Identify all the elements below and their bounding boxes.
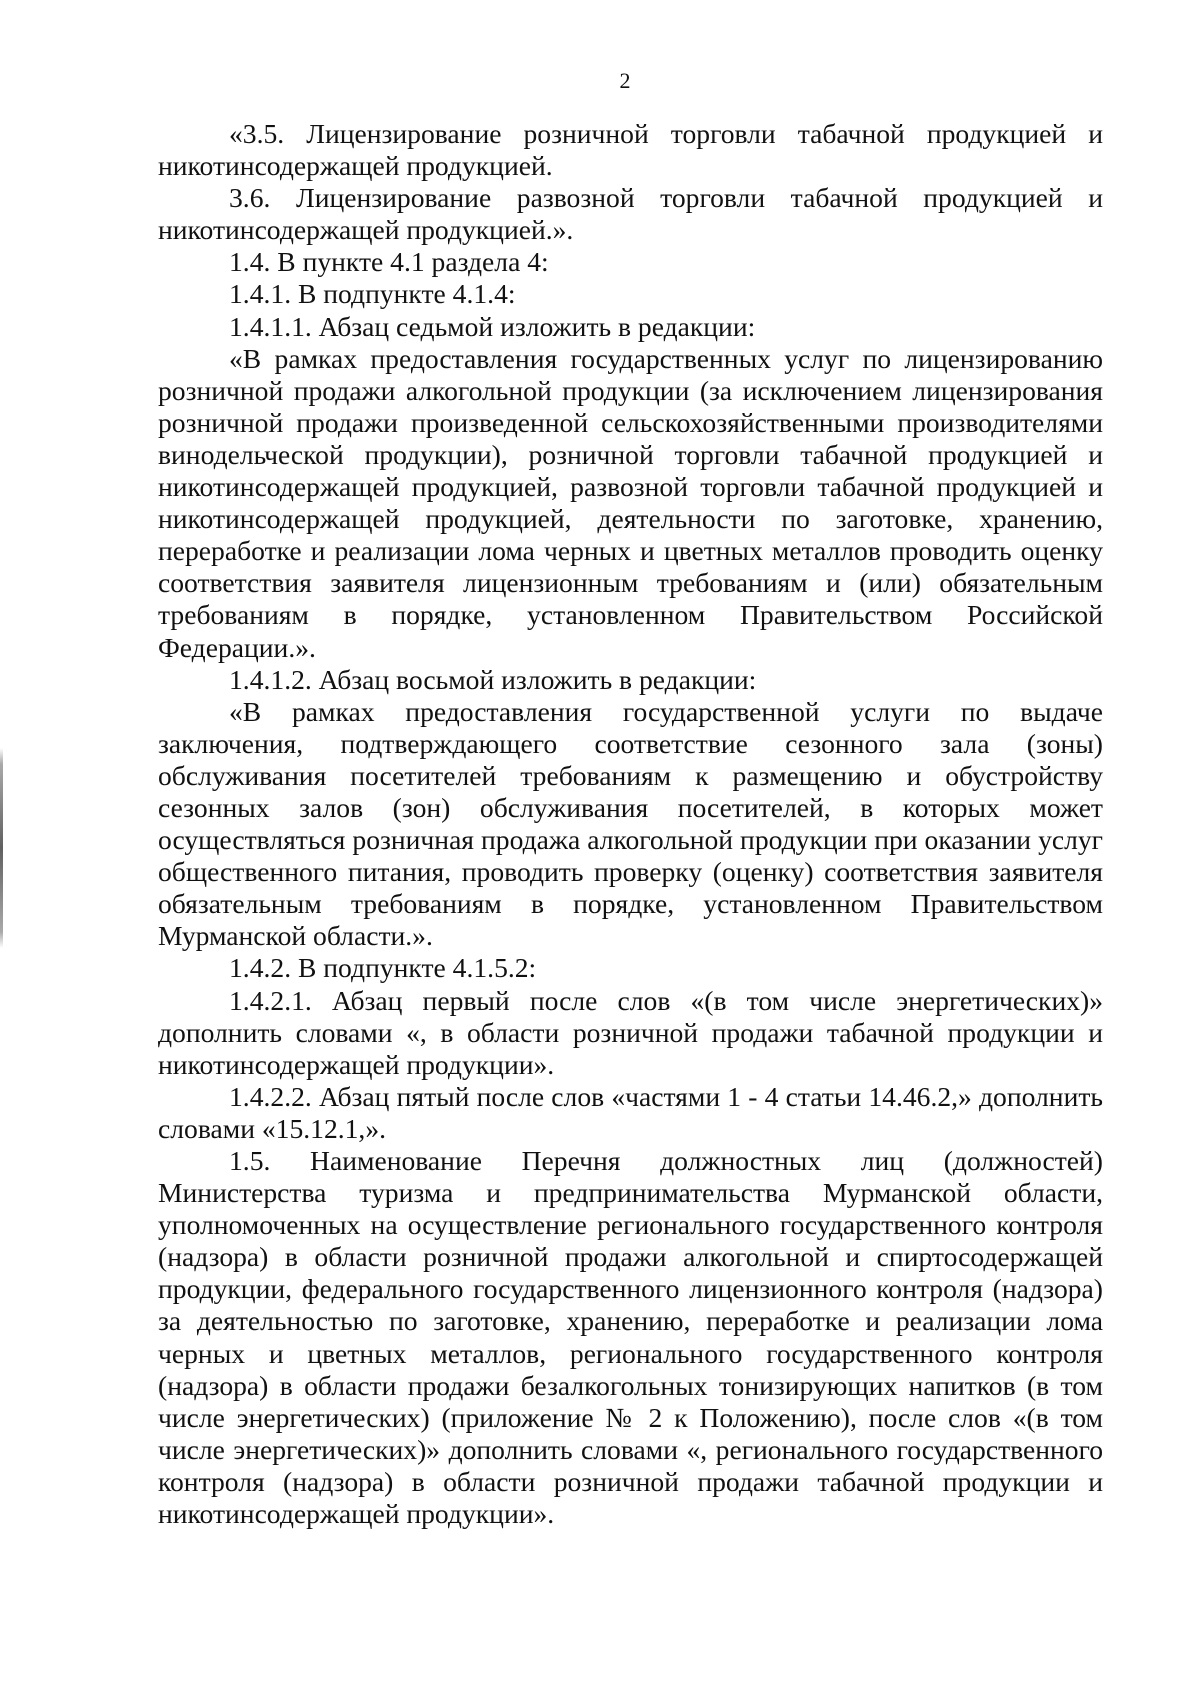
paragraph-1-4: 1.4. В пункте 4.1 раздела 4: [229,246,549,278]
paragraph-1-5: 1.5. Наименование Перечня должностных лиц (должностей) Министерства туризма и предпринимательства Мурманской области, уполномоченных на осуществление регионального государственного контроля (надзора) в области розничной продажи алкогольной и спиртосодержащей продукции, федерального государственного лицензионного контроля (надзора) за деятельностью по заготовке, хранению, переработке и реализации лома черных и цветных металлов, регионального государственного контроля (надзора) в области продажи безалкогольных тонизирующих напитков (в том числе энергетических) (приложение № 2 к Положению), после слов «(в том числе энергетических)» дополнить словами «, регионального государственного контроля (надзора) в области розничной продажи табачной продукции и никотинсодержащей продукции». [158,1145,1103,1530]
paragraph-1-4-1: 1.4.1. В подпункте 4.1.4: [229,278,516,310]
page-number: 2 [619,68,631,93]
paragraph-3-6: 3.6. Лицензирование развозной торговли табачной продукцией и никотинсодержащей продукцией.». [158,182,1103,246]
paragraph-1-4-2-2: 1.4.2.2. Абзац пятый после слов «частями 1 - 4 статьи 14.46.2,» дополнить словами «15.12.1,». [158,1080,1103,1144]
document-body [158,118,1103,1530]
paragraph-1-4-1-1: 1.4.1.1. Абзац седьмой изложить в редакции: [229,310,756,342]
paragraph-3-5: «3.5. Лицензирование розничной торговли табачной продукцией и никотинсодержащей продукцией. [158,118,1103,182]
paragraph-1-4-2: 1.4.2. В подпункте 4.1.5.2: [229,952,537,984]
paragraph-quote-seventh: «В рамках предоставления государственных услуг по лицензированию розничной продажи алкогольной продукции (за исключением лицензирования розничной продажи произведенной сельскохозяйственными производителями винодельческой продукции), розничной торговли табачной продукцией и никотинсодержащей продукцией, развозной торговли табачной продукцией и никотинсодержащей продукцией, деятельности по заготовке, хранению, переработке и реализации лома черных и цветных металлов проводить оценку соответствия заявителя лицензионным требованиям и (или) обязательным требованиям в порядке, установленном Правительством Российской Федерации.». [158,342,1103,663]
paragraph-1-4-1-2: 1.4.1.2. Абзац восьмой изложить в редакции: [229,663,757,695]
scan-edge-shadow [0,748,3,948]
paragraph-quote-eighth: «В рамках предоставления государственной услуги по выдаче заключения, подтверждающего соответствие сезонного зала (зоны) обслуживания посетителей требованиям к размещению и обустройству сезонных залов (зон) обслуживания посетителей, в которых может осуществляться розничная продажа алкогольной продукции при оказании услуг общественного питания, проводить проверку (оценку) соответствия заявителя обязательным требованиям в порядке, установленном Правительством Мурманской области.». [158,695,1103,952]
paragraph-1-4-2-1: 1.4.2.1. Абзац первый после слов «(в том числе энергетических)» дополнить словами «, в области розничной продажи табачной продукции и никотинсодержащей продукции». [158,984,1103,1080]
